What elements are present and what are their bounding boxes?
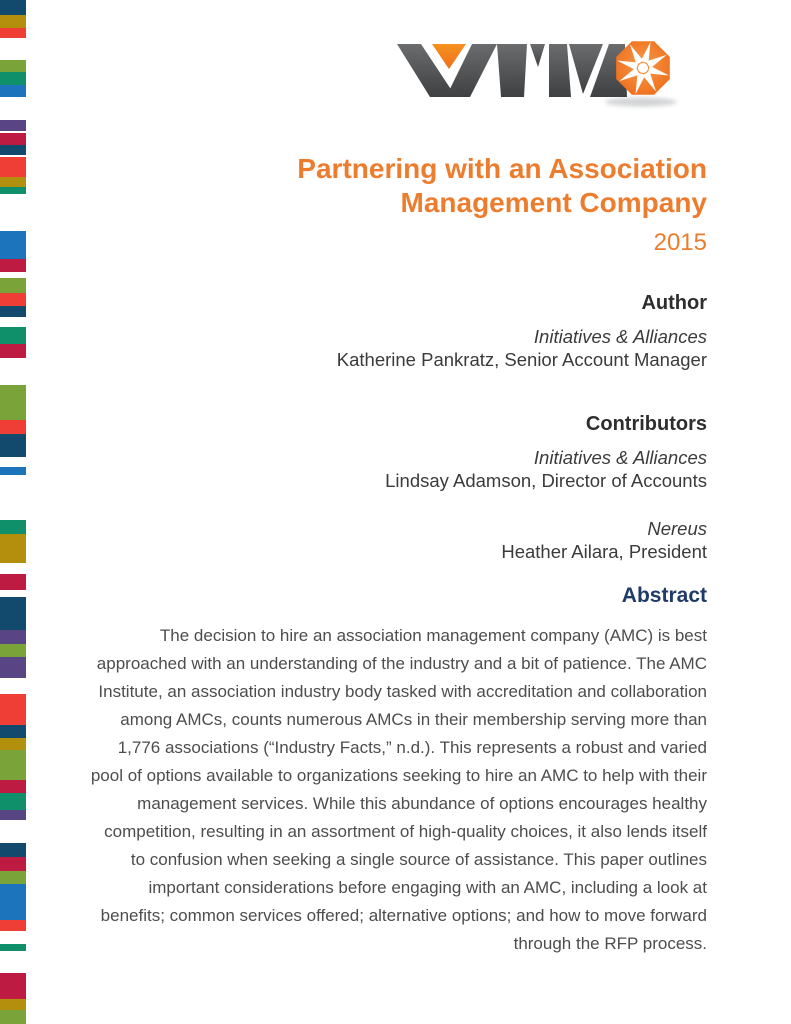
page-title: [187, 152, 707, 220]
contributor-organization: Initiatives & Alliances: [533, 447, 707, 468]
strip-segment: [0, 259, 26, 272]
title-block: [187, 152, 707, 257]
credits-section: [187, 291, 707, 563]
v-accent-triangle: [432, 44, 466, 69]
strip-segment: [0, 177, 26, 187]
strip-segment: [0, 306, 26, 317]
strip-segment: [0, 1010, 26, 1024]
strip-segment: [0, 72, 26, 85]
strip-segment: [0, 434, 26, 457]
color-strip: [0, 0, 26, 1024]
abstract-section: [87, 583, 707, 958]
strip-segment: [0, 810, 26, 820]
strip-segment: [0, 60, 26, 72]
strip-segment: [0, 750, 26, 780]
strip-segment: [0, 597, 26, 630]
author-organization: Initiatives & Alliances: [533, 326, 707, 347]
strip-segment: [0, 293, 26, 306]
author-heading: Author: [641, 292, 707, 314]
strip-segment: [0, 145, 26, 155]
strip-segment: [0, 327, 26, 344]
strip-segment: [0, 920, 26, 931]
publication-year: 2015: [653, 229, 707, 256]
logo-shadow: [605, 98, 677, 107]
strip-segment: [0, 843, 26, 857]
author-name: Katherine Pankratz, Senior Account Manager: [336, 349, 707, 370]
letter-v: [397, 44, 497, 97]
page-title-line-1: Partnering with an Association: [297, 153, 707, 184]
credit-entry: [187, 517, 707, 563]
strip-segment: [0, 344, 26, 358]
strip-segment: [0, 973, 26, 999]
page-title-line-2: Management Company: [400, 187, 707, 218]
strip-segment: [0, 644, 26, 657]
strip-segment: [0, 385, 26, 420]
credit-entry: [187, 446, 707, 492]
strip-segment: [0, 520, 26, 534]
strip-segment: [0, 187, 26, 194]
strip-segment: [0, 884, 26, 920]
vtm-logo-graphic: [393, 36, 695, 110]
strip-segment: [0, 467, 26, 475]
strip-segment: [0, 780, 26, 793]
strip-segment: [0, 133, 26, 145]
strip-segment: [0, 157, 26, 177]
strip-segment: [0, 420, 26, 434]
strip-segment: [0, 574, 26, 590]
strip-segment: [0, 738, 26, 750]
strip-segment: [0, 793, 26, 810]
strip-segment: [0, 0, 26, 15]
contributor-name: Lindsay Adamson, Director of Accounts: [385, 470, 707, 491]
contributor-name: Heather Ailara, President: [501, 541, 707, 562]
abstract-heading: Abstract: [621, 584, 707, 607]
strip-segment: [0, 857, 26, 871]
strip-segment: [0, 871, 26, 884]
strip-segment: [0, 694, 26, 725]
strip-segment: [0, 15, 26, 28]
strip-segment: [0, 725, 26, 738]
strip-segment: [0, 534, 26, 563]
letter-m: [549, 44, 627, 97]
strip-segment: [0, 85, 26, 97]
author-group: [187, 291, 707, 371]
strip-segment: [0, 120, 26, 131]
credit-entry: [187, 325, 707, 371]
strip-segment: [0, 231, 26, 259]
letter-t: [497, 44, 545, 97]
contributors-group: [187, 412, 707, 563]
strip-segment: [0, 657, 26, 678]
strip-segment: [0, 944, 26, 951]
vtm-logo: [393, 36, 695, 110]
contributor-organization: Nereus: [647, 518, 707, 539]
strip-segment: [0, 999, 26, 1010]
strip-segment: [0, 630, 26, 644]
strip-segment: [0, 28, 26, 38]
abstract-text: The decision to hire an association management company (AMC) is best approached with an understanding of the industry and a bit of patience. The AMC Institute, an association industry body tasked with accreditation and collaboration among AMCs, counts numerous AMCs in their membership serving more than 1,776 associations (“Industry Facts,” n.d.). This represents a robust and varied pool of options available to organizations seeking to hire an AMC to help with their management services. While this abundance of options encourages healthy competition, resulting in an assortment of high-quality choices, it also lends itself to confusion when seeking a single source of assistance. This paper outlines important considerations before engaging with an AMC, including a look at benefits; common services offered; alternative options; and how to move forward through the RFP process.: [90, 626, 707, 953]
contributors-heading: Contributors: [585, 413, 707, 435]
strip-segment: [0, 278, 26, 293]
